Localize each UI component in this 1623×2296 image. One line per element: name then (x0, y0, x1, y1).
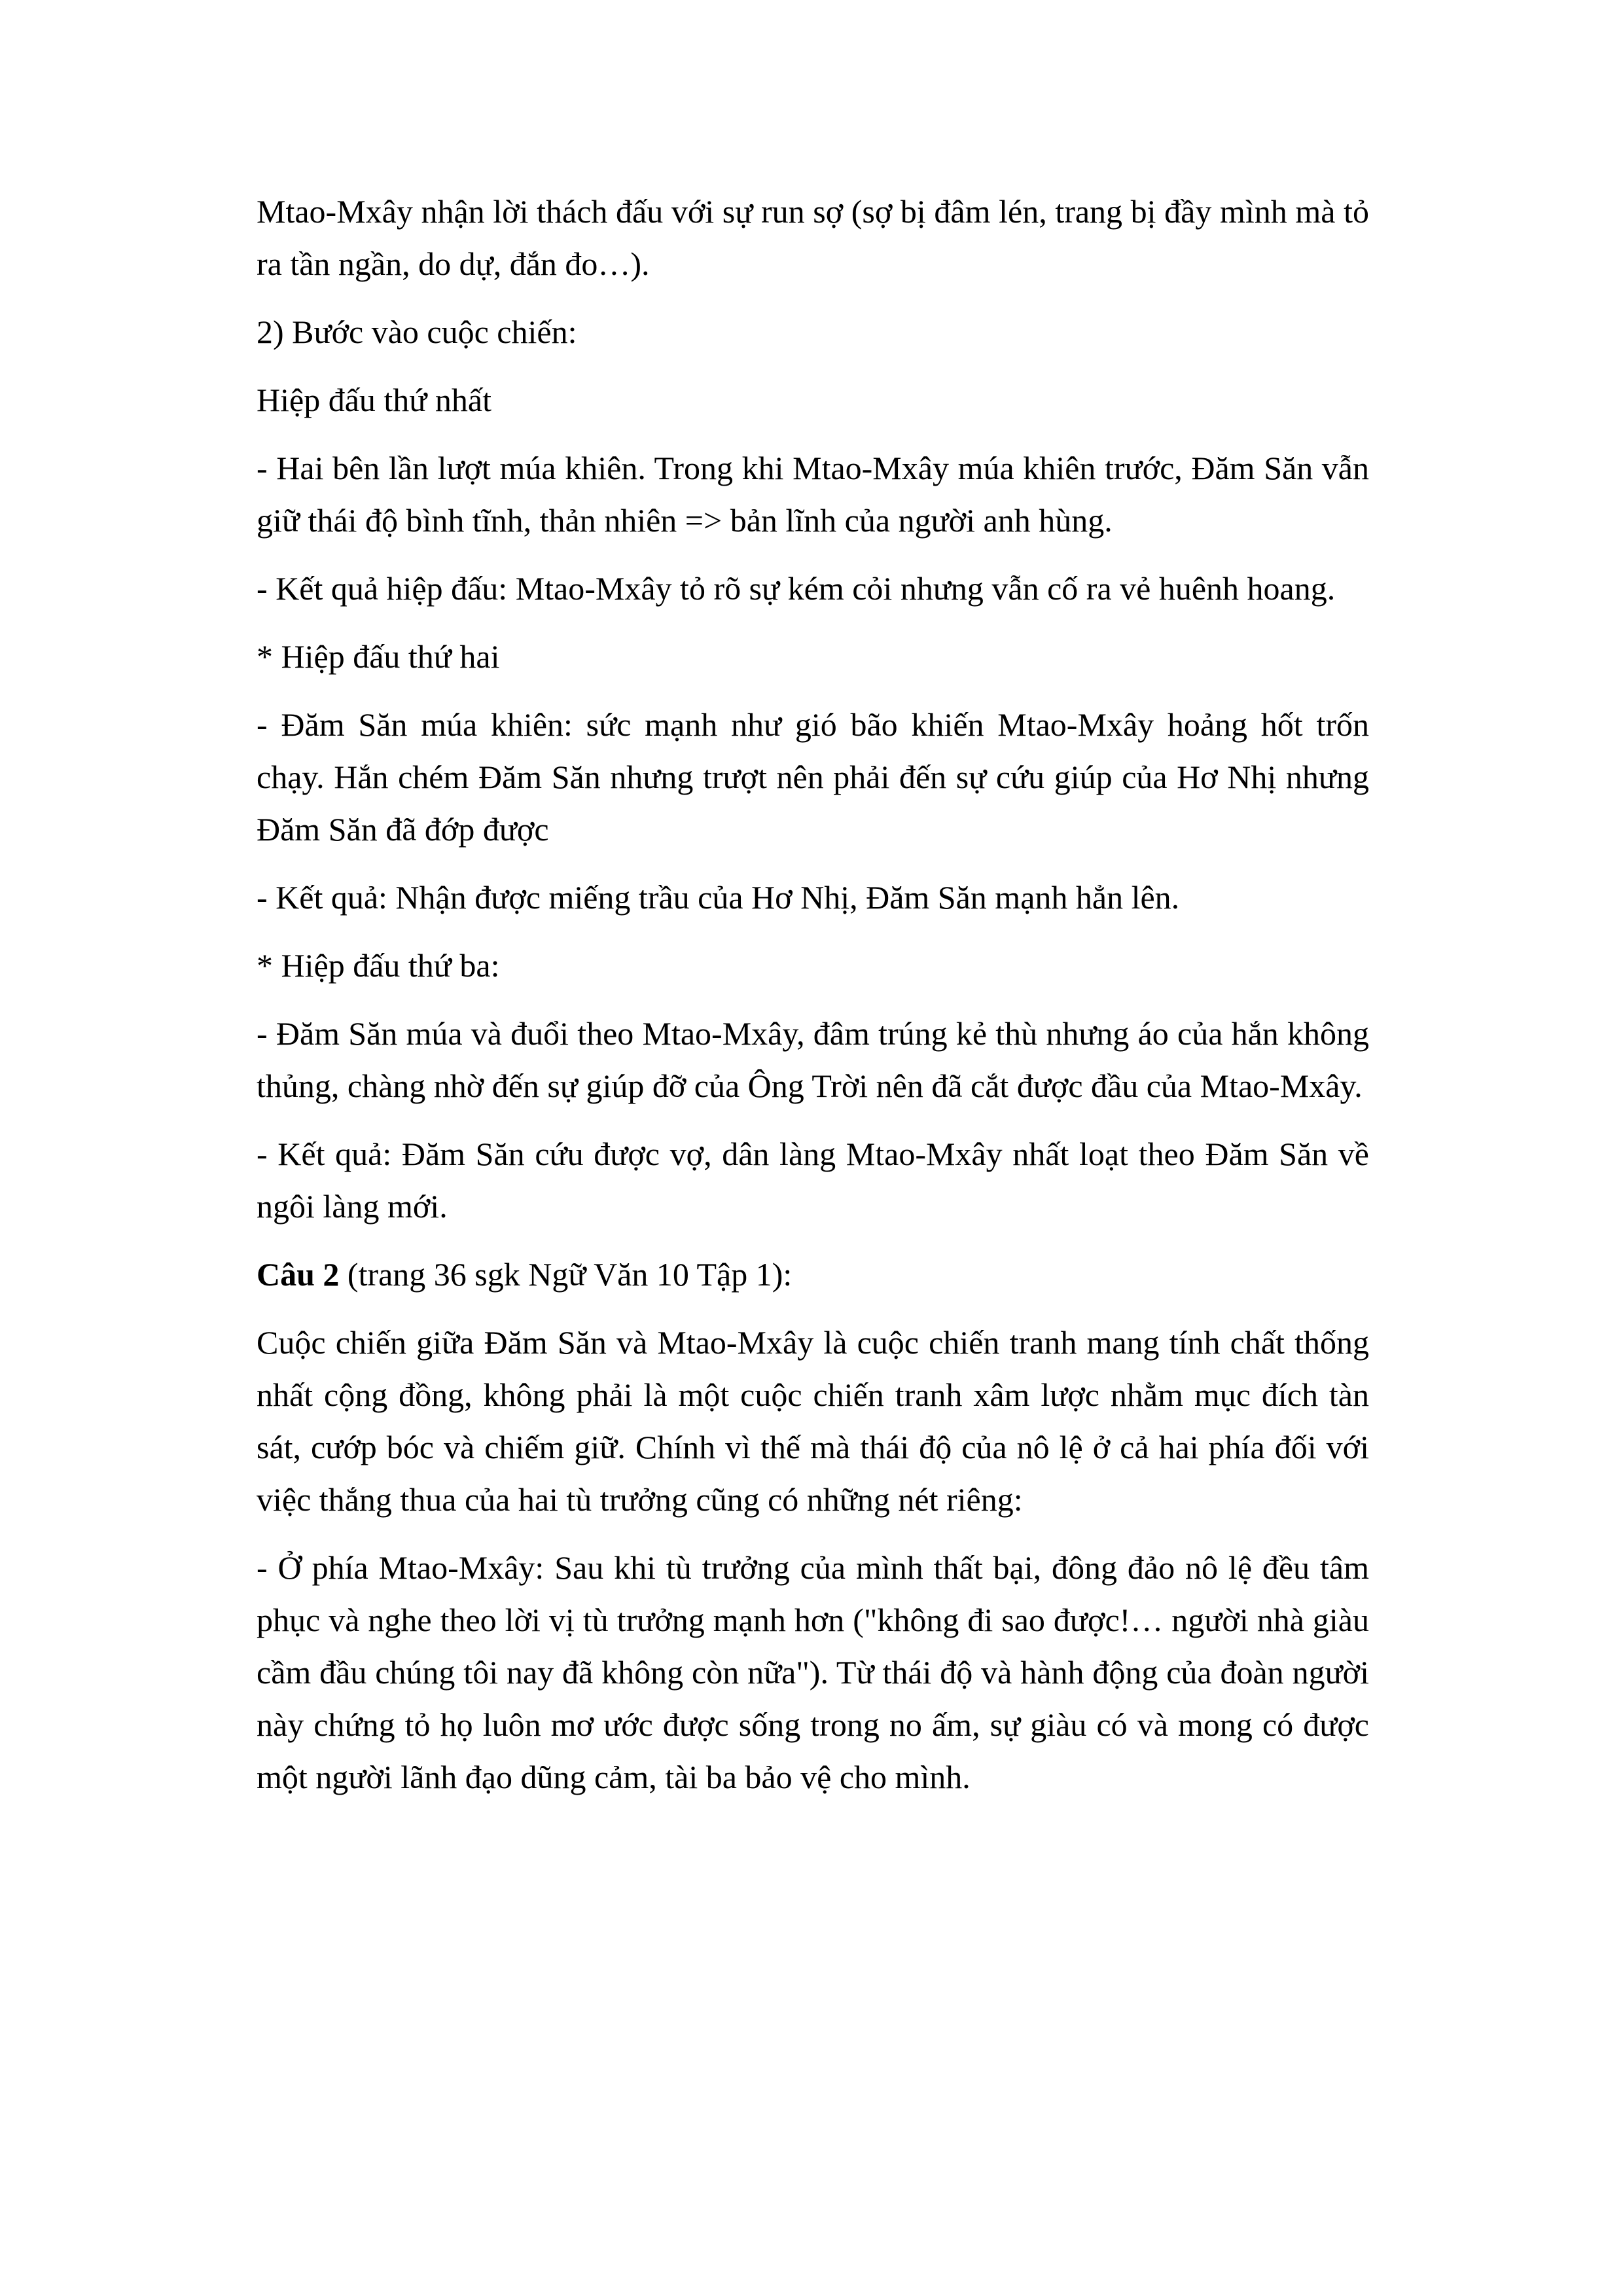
paragraph: Cuộc chiến giữa Đăm Săn và Mtao-Mxây là cuộc chiến tranh mang tính chất thống nhất cộng đồng, không phải là một cuộc chiến tranh xâm lược nhằm mục đích tàn sát, cướp bóc và chiếm giữ. Chính vì thế mà thái độ của nô lệ ở cả hai phía đối với việc thắng thua của hai tù trưởng cũng có những nét riêng: (257, 1324, 1369, 1518)
paragraph: - Kết quả: Nhận được miếng trầu của Hơ Nhị, Đăm Săn mạnh hẳn lên. (257, 879, 1180, 916)
question-heading (257, 1248, 1369, 1300)
document-page (257, 185, 1369, 1819)
paragraph: - Ở phía Mtao-Mxây: Sau khi tù trưởng của mình thất bại, đông đảo nô lệ đều tâm phục và nghe theo lời vị tù trưởng mạnh hơn ("không đi sao được!… người nhà giàu cầm đầu chúng tôi nay đã không còn nữa"). Từ thái độ và hành động của đoàn người này chứng tỏ họ luôn mơ ước được sống trong no ấm, sự giàu có và mong có được một người lãnh đạo dũng cảm, tài ba bảo vệ cho mình. (257, 1549, 1369, 1795)
round-heading: * Hiệp đấu thứ hai (257, 638, 500, 675)
question-label: Câu 2 (257, 1256, 340, 1293)
section-heading: 2) Bước vào cuộc chiến: (257, 314, 577, 350)
paragraph: - Hai bên lần lượt múa khiên. Trong khi Mtao-Mxây múa khiên trước, Đăm Săn vẫn giữ thái độ bình tĩnh, thản nhiên => bản lĩnh của người anh hùng. (257, 450, 1369, 539)
paragraph: - Kết quả: Đăm Săn cứu được vợ, dân làng Mtao-Mxây nhất loạt theo Đăm Săn về ngôi làng mới. (257, 1136, 1369, 1225)
paragraph: - Đăm Săn múa khiên: sức mạnh như gió bão khiến Mtao-Mxây hoảng hốt trốn chạy. Hắn chém Đăm Săn nhưng trượt nên phải đến sự cứu giúp của Hơ Nhị nhưng Đăm Săn đã đớp được (257, 706, 1369, 848)
question-source: (trang 36 sgk Ngữ Văn 10 Tập 1): (339, 1256, 793, 1293)
round-heading: * Hiệp đấu thứ ba: (257, 947, 500, 984)
round-heading: Hiệp đấu thứ nhất (257, 382, 491, 418)
paragraph: Mtao-Mxây nhận lời thách đấu với sự run sợ (sợ bị đâm lén, trang bị đầy mình mà tỏ ra tần ngần, do dự, đắn đo…). (257, 193, 1369, 282)
paragraph: - Kết quả hiệp đấu: Mtao-Mxây tỏ rõ sự kém cỏi nhưng vẫn cố ra vẻ huênh hoang. (257, 570, 1336, 607)
paragraph: - Đăm Săn múa và đuổi theo Mtao-Mxây, đâm trúng kẻ thù nhưng áo của hắn không thủng, chàng nhờ đến sự giúp đỡ của Ông Trời nên đã cắt được đầu của Mtao-Mxây. (257, 1015, 1369, 1104)
